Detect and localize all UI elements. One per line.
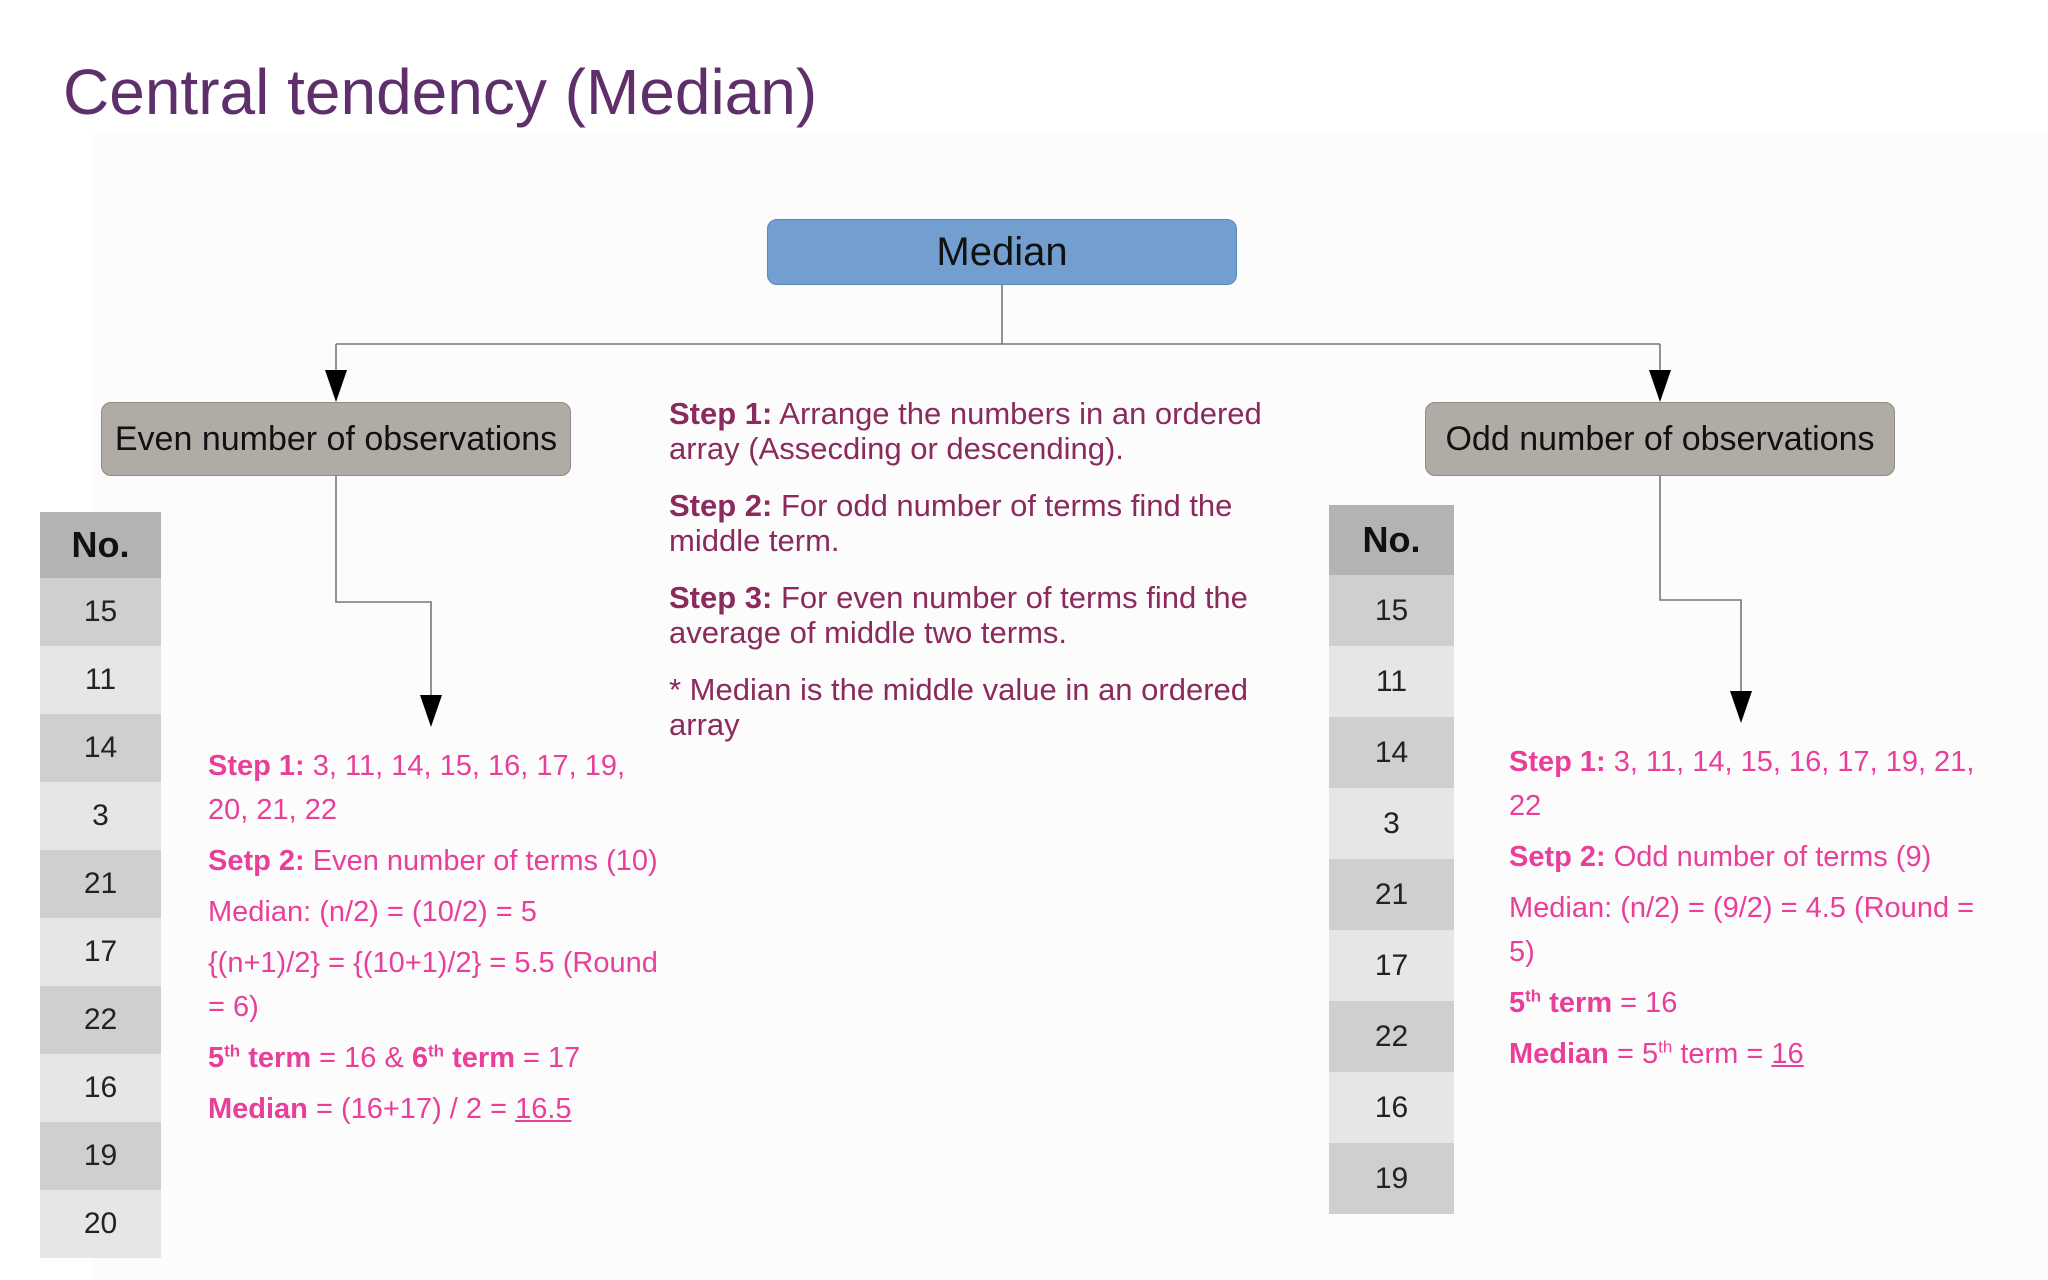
term-label: term — [444, 1042, 515, 1074]
table-cell: 11 — [1329, 646, 1454, 717]
table-cell: 19 — [40, 1122, 161, 1190]
term-value: = 17 — [514, 1042, 581, 1074]
median-value: 16.5 — [515, 1093, 572, 1125]
odd-calc-step-2-label: Setp 2: — [1509, 841, 1606, 873]
arrow-odd-calc — [1730, 691, 1752, 723]
odd-values-table — [1329, 505, 1454, 1214]
even-calc-term6 — [412, 1042, 515, 1074]
even-observations-label: Even number of observations — [114, 419, 558, 458]
term-number: 6 — [411, 1042, 429, 1074]
table-cell: 21 — [1329, 859, 1454, 930]
table-cell: 3 — [1329, 788, 1454, 859]
table-cell: 16 — [40, 1054, 161, 1122]
step-3-label: Step 3: — [669, 580, 773, 615]
median-root-label: Median — [936, 229, 1068, 274]
even-calc-step-2 — [208, 839, 668, 883]
odd-calc-term5 — [1509, 981, 1979, 1025]
even-calc-median-result — [208, 1087, 668, 1131]
odd-observations-node — [1425, 402, 1895, 476]
odd-calc-step-2-text: Odd number of terms (9) — [1605, 841, 1932, 873]
term-label: term — [240, 1042, 312, 1074]
even-calc-step-1 — [208, 744, 668, 832]
table-cell: 20 — [40, 1190, 161, 1258]
even-calc-round-formula: {(n+1)/2} = {(10+1)/2} = 5.5 (Round = 6) — [208, 947, 658, 1023]
table-cell: 15 — [1329, 575, 1454, 646]
table-cell: 19 — [1329, 1143, 1454, 1214]
connector-odd-calc — [1660, 476, 1741, 699]
table-cell: 16 — [1329, 1072, 1454, 1143]
page-title: Central tendency (Median) — [63, 56, 818, 128]
step-2-label: Step 2: — [669, 488, 773, 523]
step-2 — [669, 488, 1289, 558]
arrow-odd-branch — [1649, 370, 1671, 402]
term-value: = 16 — [1612, 987, 1678, 1019]
table-cell: 17 — [1329, 930, 1454, 1001]
term-suffix: th — [428, 1041, 445, 1061]
term-label: term — [1541, 987, 1613, 1019]
term-suffix: th — [1525, 986, 1542, 1006]
steps-panel — [669, 396, 1289, 764]
median-equation: = 5 — [1608, 1038, 1659, 1070]
table-cell: 14 — [1329, 717, 1454, 788]
table-cell: 22 — [1329, 1001, 1454, 1072]
even-calc-step-2-text: Even number of terms (10) — [304, 845, 658, 877]
table-cell: 22 — [40, 986, 161, 1054]
odd-observations-label: Odd number of observations — [1445, 419, 1875, 458]
term-number: 5 — [1509, 987, 1526, 1019]
even-observations-node — [101, 402, 571, 476]
table-cell: 11 — [40, 646, 161, 714]
step-1-text: Arrange the numbers in an ordered array (Assecding or descending). — [669, 396, 1262, 466]
term-suffix: th — [224, 1041, 241, 1061]
even-values-table — [40, 512, 161, 1258]
median-value: 16 — [1771, 1038, 1804, 1070]
step-3-text: For even number of terms find the average of middle two terms. — [669, 580, 1248, 650]
odd-calc-median-formula: Median: (n/2) = (9/2) = 4.5 (Round = 5) — [1509, 892, 1975, 968]
odd-calc-step-2 — [1509, 835, 1979, 879]
odd-calc-step-1-text: 3, 11, 14, 15, 16, 17, 19, 21, 22 — [1509, 746, 1975, 822]
odd-calc-step-1 — [1509, 740, 1979, 828]
step-2-text: For odd number of terms find the middle term. — [669, 488, 1233, 558]
odd-calc-step-1-label: Step 1: — [1509, 746, 1606, 778]
odd-table-header: No. — [1329, 505, 1454, 575]
even-calculation — [208, 744, 668, 1138]
step-1 — [669, 396, 1289, 466]
odd-calculation — [1509, 740, 1979, 1083]
term-suffix: th — [1658, 1037, 1673, 1057]
median-equation-tail: term = — [1672, 1038, 1772, 1070]
step-1-label: Step 1: — [669, 396, 773, 431]
median-root-node — [767, 219, 1237, 285]
odd-calc-median-result — [1509, 1032, 1979, 1076]
connector-even-calc — [336, 476, 431, 703]
table-cell: 15 — [40, 578, 161, 646]
table-cell: 14 — [40, 714, 161, 782]
table-cell: 3 — [40, 782, 161, 850]
table-cell: 17 — [40, 918, 161, 986]
even-calc-step-1-label: Step 1: — [208, 750, 305, 782]
even-table-header: No. — [40, 512, 161, 578]
step-3 — [669, 580, 1289, 650]
median-label: Median — [1509, 1038, 1609, 1070]
median-note: * Median is the middle value in an ordered array — [669, 672, 1249, 742]
even-calc-median-formula: Median: (n/2) = (10/2) = 5 — [208, 896, 537, 928]
odd-calc-term5-label — [1509, 987, 1612, 1019]
table-cell: 21 — [40, 850, 161, 918]
even-calc-terms — [208, 1036, 668, 1080]
median-label: Median — [208, 1093, 308, 1125]
median-equation: = (16+17) / 2 = — [307, 1093, 516, 1125]
term-value: = 16 & — [311, 1042, 412, 1074]
term-number: 5 — [208, 1042, 225, 1074]
arrow-even-calc — [420, 695, 442, 727]
arrow-even-branch — [325, 370, 347, 402]
even-calc-term5 — [208, 1042, 311, 1074]
even-calc-step-1-text: 3, 11, 14, 15, 16, 17, 19, 20, 21, 22 — [208, 750, 626, 826]
even-calc-step-2-label: Setp 2: — [208, 845, 305, 877]
